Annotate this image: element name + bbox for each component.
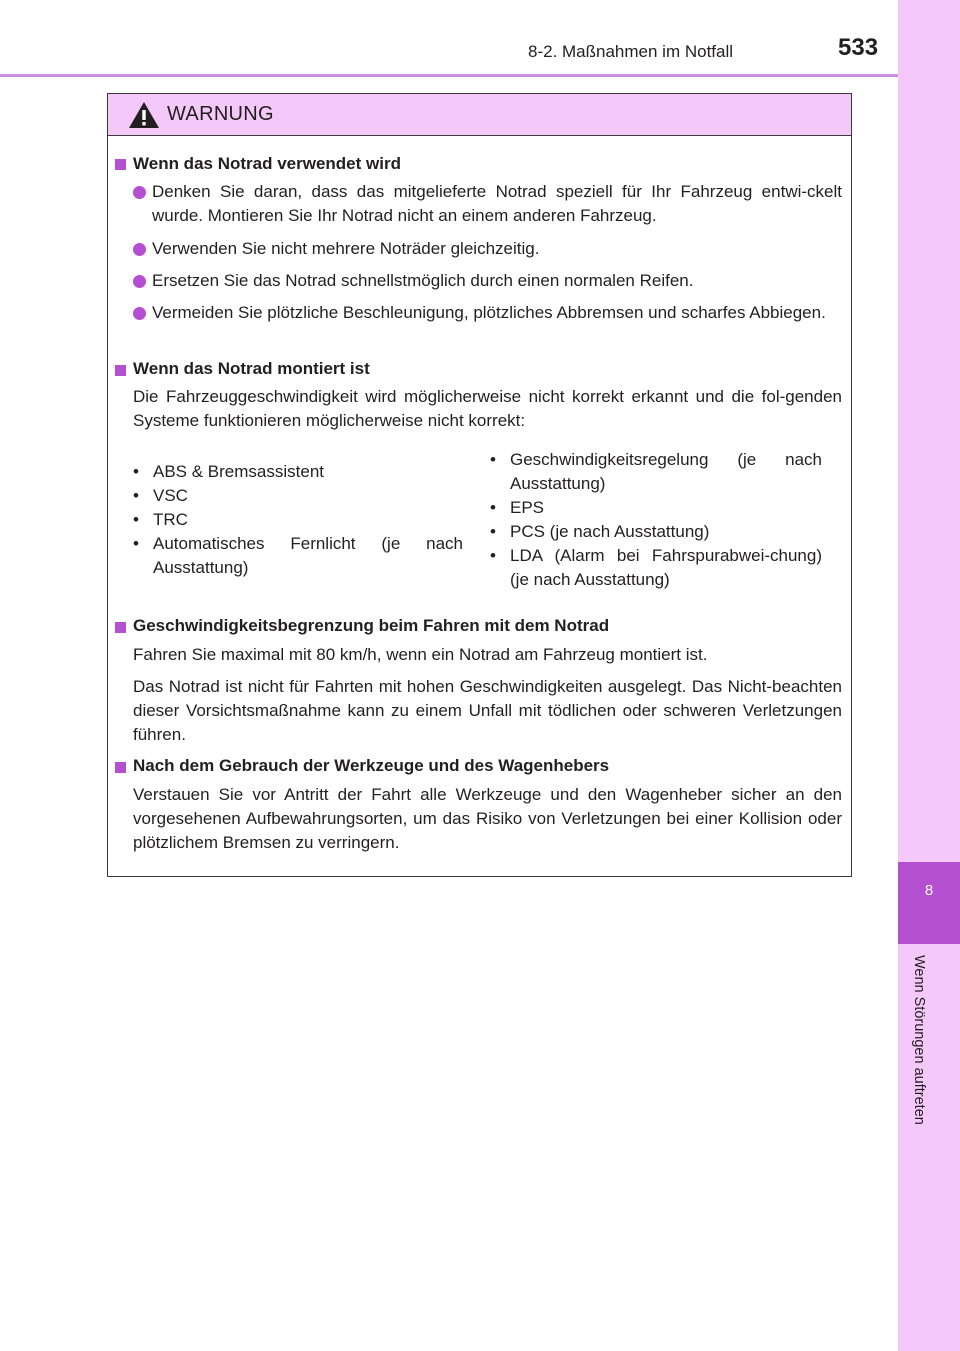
warning-title: WARNUNG — [167, 103, 274, 125]
section-title: 8-2. Maßnahmen im Notfall — [528, 42, 734, 61]
list-item: • PCS (je nach Ausstattung) — [490, 520, 822, 544]
warning-triangle-icon — [127, 100, 161, 130]
list-item: Verwenden Sie nicht mehrere Noträder gleichzeitig. — [152, 239, 540, 258]
section-marker — [115, 622, 126, 633]
bullet-glyph: • — [490, 498, 496, 517]
bullet-dot — [133, 243, 146, 256]
bullet-dot — [133, 307, 146, 320]
bullet-glyph: • — [133, 486, 139, 505]
chapter-number-box — [898, 862, 960, 944]
chapter-title: Wenn Störungen auftreten — [911, 955, 927, 1125]
list-item: • TRC — [133, 508, 463, 532]
section-marker — [115, 365, 126, 376]
header-rule — [0, 74, 898, 77]
bullet-glyph: • — [133, 510, 139, 529]
section-text: Die Fahrzeuggeschwindigkeit wird möglicherweise nicht korrekt erkannt und die fol-genden Systeme funktionieren möglicherweise nicht korrekt: — [133, 387, 842, 430]
list-item: Denken Sie daran, dass das mitgelieferte Notrad speziell für Ihr Fahrzeug entwi-ckelt wurde. Montieren Sie Ihr Notrad nicht an einem anderen Fahrzeug. — [152, 182, 842, 225]
section-heading-geschwindigkeit: Geschwindigkeitsbegrenzung beim Fahren mit dem Notrad — [133, 616, 610, 635]
section-marker — [115, 762, 126, 773]
list-item: Ersetzen Sie das Notrad schnellstmöglich durch einen normalen Reifen. — [152, 271, 694, 290]
bullet-dot — [133, 275, 146, 288]
bullet-glyph: • — [133, 462, 139, 481]
bullet-glyph: • — [490, 522, 496, 541]
list-item: • ABS & Bremsassistent — [133, 460, 463, 484]
bullet-glyph: • — [490, 546, 496, 565]
warning-header — [108, 94, 851, 136]
system-list-right — [490, 448, 822, 592]
section-heading-notrad-verwendet: Wenn das Notrad verwendet wird — [133, 154, 401, 173]
bullet-dot — [133, 186, 146, 199]
chapter-number: 8 — [924, 882, 934, 899]
list-item: • EPS — [490, 496, 822, 520]
section-heading-werkzeuge: Nach dem Gebrauch der Werkzeuge und des Wagenhebers — [133, 756, 610, 775]
warning-box — [107, 93, 852, 877]
section-text: Fahren Sie maximal mit 80 km/h, wenn ein Notrad am Fahrzeug montiert ist. — [133, 645, 708, 664]
section-heading-notrad-montiert: Wenn das Notrad montiert ist — [133, 359, 370, 378]
list-item: • Automatisches Fernlicht (je nach Ausstattung) — [133, 534, 463, 577]
system-list-left — [133, 460, 463, 580]
list-item: • Geschwindigkeitsregelung (je nach Ausstattung) — [490, 450, 822, 493]
section-marker — [115, 159, 126, 170]
section-text: Verstauen Sie vor Antritt der Fahrt alle Werkzeuge und den Wagenheber sicher an den vorgesehenen Aufbewahrungsorten, um das Risiko von Verletzungen bei einer Kollision oder plötzlichem Bremsen zu verringern. — [133, 785, 842, 852]
page-number: 533 — [838, 34, 879, 61]
bullet-glyph: • — [490, 450, 496, 469]
list-item: • LDA (Alarm bei Fahrspurabwei-chung) (je nach Ausstattung) — [490, 546, 822, 589]
section-text: Das Notrad ist nicht für Fahrten mit hohen Geschwindigkeiten ausgelegt. Das Nicht-beachten dieser Vorsichtsmaßnahme kann zu einem Unfall mit tödlichen oder schweren Verletzungen führen. — [133, 677, 842, 744]
list-item: Vermeiden Sie plötzliche Beschleunigung, plötzliches Abbremsen und scharfes Abbiegen. — [152, 303, 826, 322]
list-item: • VSC — [133, 484, 463, 508]
bullet-glyph: • — [133, 534, 139, 553]
